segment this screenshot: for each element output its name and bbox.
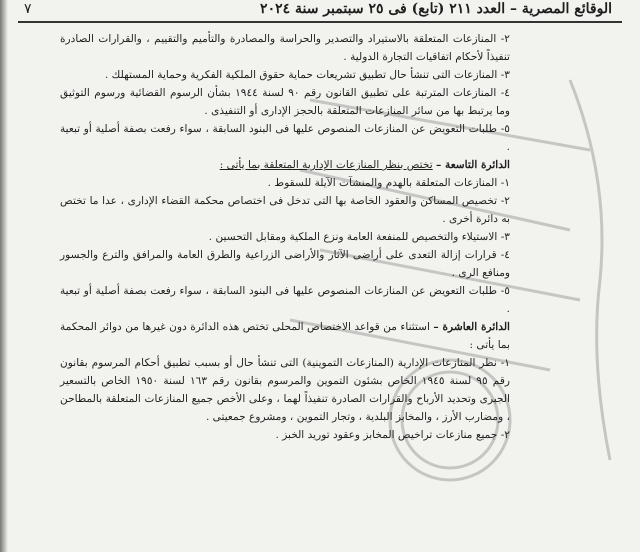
section-10-item-2: ٢- جميع منازعات تراخيص المخابز وعقود توريد الخبز . xyxy=(275,429,510,441)
section-10-item-1: ١- نظر المنازعات الإدارية (المنازعات التموينية) التى تنشأ حال أو بسبب تطبيق أحكام المرسوم بقانون رقم ٩٥ لسنة ١٩٤٥ الخاص بشئون التموين والمرسوم بقانون رقم ١٦٣ لسنة ١٩٥٠ الخاص بالتسعير الجبرى وتحديد الأرباح والقرارات الصادرة تنفيذاً لهما ، وعلى الأخص جميع المنازعات المتعلقة بالمطاحن ، ومضارب الأرز ، والمخابز البلدية ، وتجار التموين ، ومشروع جمعيتى . xyxy=(60,357,511,423)
section-9-item-4: ٤- قرارات إزالة التعدى على أراضى الآثار والأراضى الزراعية والطرق العامة والمرافق والترع والجسور ومنافع الرى . xyxy=(60,249,510,279)
section-9-heading-line xyxy=(60,156,510,174)
section-9-item-5: ٥- طلبات التعويض عن المنازعات المنصوص عليها فى البنود السابقة ، سواء رفعت بصفة أصلية أو تبعية . xyxy=(60,285,510,315)
page-edge-shadow xyxy=(0,0,8,552)
section-10-heading-line xyxy=(60,318,510,354)
paragraph-item-5: ٥- طلبات التعويض عن المنازعات المنصوص عليها فى البنود السابقة ، سواء رفعت بصفة أصلية أو تبعية . xyxy=(60,123,510,153)
paragraph-item-2: ٢- المنازعات المتعلقة بالاستيراد والتصدير والحراسة والمصادرة والتأميم والتقييم ، والقرارات الصادرة تنفيذاً لأحكام اتفاقيات التجارة الدولية . xyxy=(60,33,510,63)
paragraph-item-3: ٣- المنازعات التى تنشأ حال تطبيق تشريعات حماية حقوق الملكية الفكرية وحماية المستهلك . xyxy=(104,69,510,81)
document-body xyxy=(60,30,510,444)
journal-title: الوقائع المصرية – العدد ٢١١ (تابع) فى ٢٥ سبتمبر سنة ٢٠٢٤ xyxy=(260,1,612,17)
section-9-heading-rest: تختص بنظر المنازعات الإدارية المتعلقة بما يأتى : xyxy=(219,159,433,171)
section-9-item-3: ٣- الاستيلاء والتخصيص للمنفعة العامة ونزع الملكية ومقابل التحسين . xyxy=(208,231,510,243)
paragraph-item-4: ٤- المنازعات المترتبة على تطبيق القانون رقم ٩٠ لسنة ١٩٤٤ بشأن الرسوم القضائية ورسوم التوثيق وما يرتبط بها من سائر المنازعات المتعلقة بالحجز الإدارى أو التنفيذى . xyxy=(60,87,510,117)
page-header xyxy=(24,0,612,20)
page-number: ٧ xyxy=(24,1,32,17)
section-9-item-2: ٢- تخصيص المساكن والعقود الخاصة بها التى تدخل فى اختصاص محكمة القضاء الإدارى ، عدا ما تختص به دائرة أخرى . xyxy=(60,195,510,225)
section-9-heading: الدائرة التاسعة – xyxy=(436,159,510,171)
section-9-item-1: ١- المنازعات المتعلقة بالهدم والمنشآت الآيلة للسقوط . xyxy=(267,177,510,189)
section-10-heading: الدائرة العاشرة – xyxy=(433,321,510,333)
section-10-intro: استثناء من قواعد الاختصاص المحلى تختص هذه الدائرة دون غيرها من دوائر المحكمة بما يأتى : xyxy=(60,321,510,351)
header-rule xyxy=(18,21,622,23)
